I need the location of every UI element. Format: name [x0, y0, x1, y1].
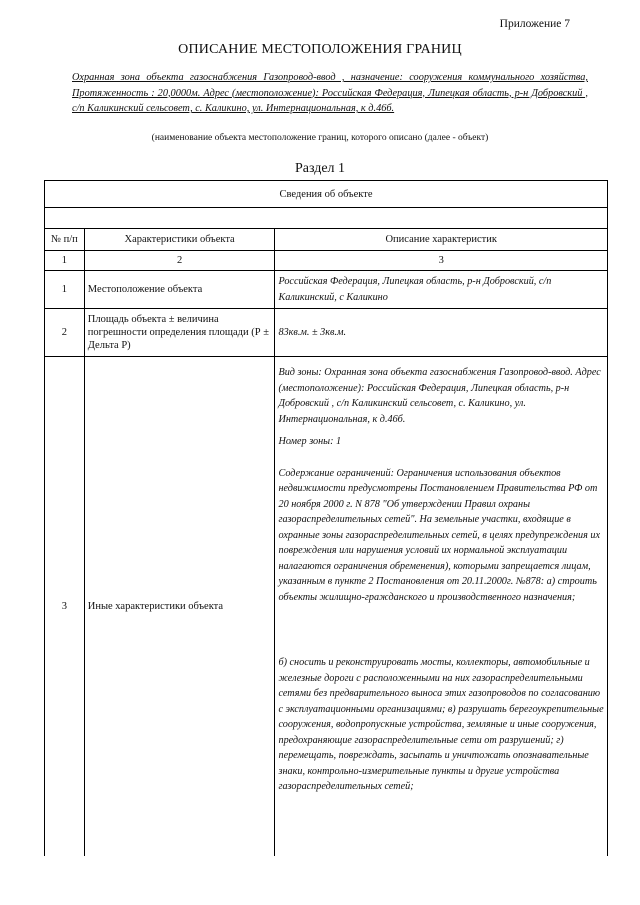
zone-type-text: Вид зоны: Охранная зона объекта газоснабжения Газопровод-ввод. Адрес (местоположение): Российская Федерация, Липецкая область, р-н Добровский , с/п Каликинский сельсовет, с. Каликино, ул. Интернациональная, к д.46б. — [278, 367, 601, 425]
header-characteristic: Характеристики объекта — [84, 229, 275, 251]
zone-number-text: Номер зоны: 1 — [278, 436, 342, 447]
table-row — [45, 357, 608, 857]
table-empty-row — [45, 208, 608, 229]
object-intro: Охранная зона объекта газоснабжения Газопровод-ввод , назначение: сооружения коммунального хозяйства, Протяженность : 20,0000м. Адрес (местоположение): Российская Федерация, Липецкая область, р-н Добровский , с/п Каликинский сельсовет, с. Каликино, ул. Интернациональная, к д.46б. — [72, 72, 588, 114]
row-name: Иные характеристики объекта — [84, 357, 275, 857]
object-intro-caption: (наименование объекта местоположение границ, которого описано (далее - объект) — [151, 133, 489, 143]
table-row — [45, 271, 608, 309]
col-number-3: 3 — [275, 251, 608, 271]
column-number-row — [45, 251, 608, 271]
col-number-1: 1 — [45, 251, 85, 271]
table-header-row — [45, 229, 608, 251]
row-number: 2 — [45, 309, 85, 357]
row-number: 3 — [45, 357, 85, 857]
table-title: Сведения об объекте — [45, 181, 608, 208]
object-info-table — [44, 180, 608, 856]
header-description: Описание характеристик — [275, 229, 608, 251]
appendix-label: Приложение 7 — [499, 18, 570, 30]
restrictions-text: Содержание ограничений: Ограничения использования объектов недвижимости предусмотрены Постановлением Правительства РФ от 20 ноября 2000 г. N 878 "Об утверждении Правил охраны газораспределительных сетей". На земельные участки, входящие в охранные зоны газораспределительных сетей, в целях предупреждения их повреждения или нарушения условий их нормальной эксплуатации налагаются ограничения обременения), которыми запрещается лицам, указанным в пункте 2 Постановления от 20.11.2000г. №878: а) строить объекты жилищно-гражданского и производственного назначения; — [278, 467, 600, 603]
header-number: № п/п — [45, 229, 85, 251]
row-number: 1 — [45, 271, 85, 309]
table-row — [45, 309, 608, 357]
restrictions-continued-text: б) сносить и реконструировать мосты, коллекторы, автомобильные и железные дороги с расположенными на них газораспределительными сетями без предварительного выноса этих газопроводов по согласованию с эксплуатационными организациями; в) разрушать берегоукрепительные сооружения, водопропускные устройства, земляные и иные сооружения, предохраняющие газораспределительные сети от разрушений; г) перемещать, повреждать, засыпать и уничтожать опознавательные знаки, контрольно-измерительные пункты и другие устройства газораспределительных сетей; — [278, 657, 604, 792]
row-name: Местоположение объекта — [84, 271, 275, 309]
row-name: Площадь объекта ± величина погрешности определения площади (Р ± Дельта Р) — [84, 309, 275, 357]
document-title: ОПИСАНИЕ МЕСТОПОЛОЖЕНИЯ ГРАНИЦ — [178, 42, 462, 57]
col-number-2: 2 — [84, 251, 275, 271]
row-value: Российская Федерация, Липецкая область, р-н Добровский, с/п Каликинский, с Каликино — [275, 271, 608, 309]
row-value: 83кв.м. ± 3кв.м. — [275, 309, 608, 357]
row-value-block — [275, 357, 608, 857]
section-title: Раздел 1 — [294, 161, 346, 176]
